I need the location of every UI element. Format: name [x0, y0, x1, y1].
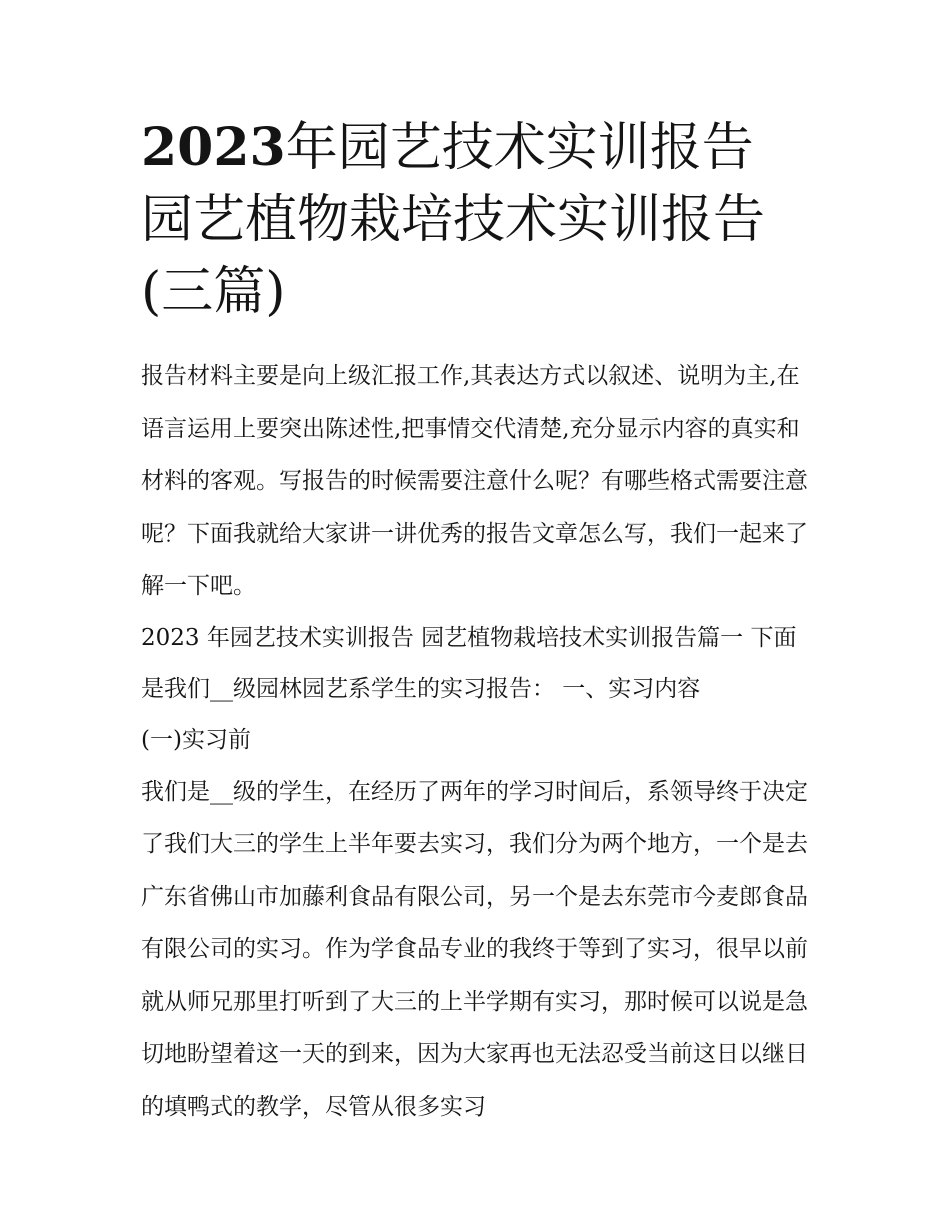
subsection-heading: (一)实习前: [141, 726, 251, 753]
document-title: [141, 112, 813, 328]
title-text: 年园艺技术实训报告 园艺植物栽培技术实训报告(三篇): [141, 118, 766, 322]
document-page: [141, 112, 813, 1133]
intro-paragraph: 报告材料主要是向上级汇报工作,其表达方式以叙述、说明为主,在语言运用上要突出陈述性,把事情交代清楚,充分显示内容的真实和材料的客观。写报告的时候需要注意什么呢？有哪些格式需要注意呢？下面我就给大家讲一讲优秀的报告文章怎么写，我们一起来了解一下吧。: [141, 363, 808, 599]
body-paragraph: 我们是__级的学生，在经历了两年的学习时间后，系领导终于决定了我们大三的学生上半年要去实习，我们分为两个地方，一个是去广东省佛山市加藤利食品有限公司，另一个是去东莞市今麦郎食品有限公司的实习。作为学食品专业的我终于等到了实习，很早以前就从师兄那里打听到了大三的上半学期有实习，那时候可以说是急切地盼望着这一天的到来，因为大家再也无法忍受当前这日以继日的填鸭式的教学，尽管从很多实习: [141, 778, 808, 1120]
document-body: [141, 350, 813, 1133]
title-year: 2023: [141, 117, 286, 178]
section-heading: 2023 年园艺技术实训报告 园艺植物栽培技术实训报告篇一 下面是我们__级园林园艺系学生的实习报告： 一、实习内容: [141, 624, 797, 702]
